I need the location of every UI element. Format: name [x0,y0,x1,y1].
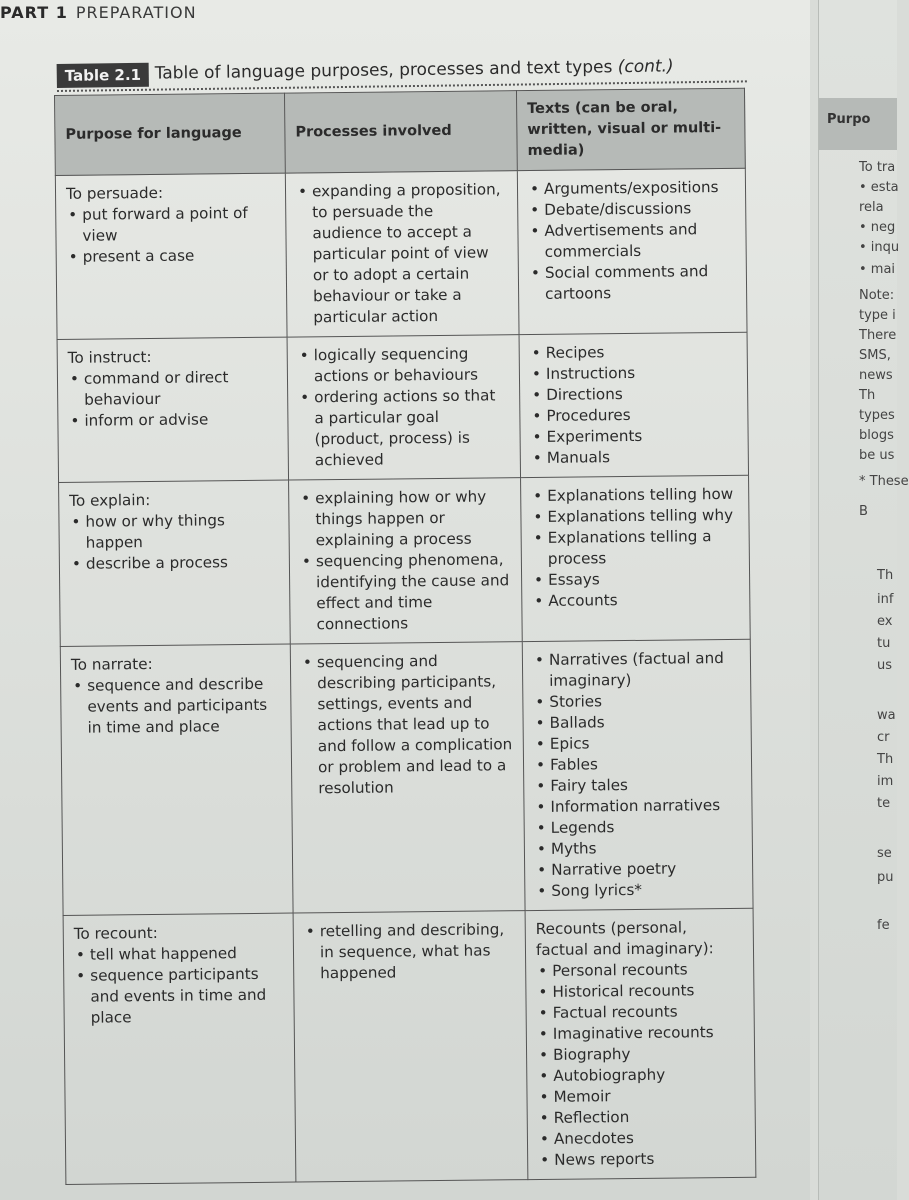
facing-page-line: tu [877,636,891,651]
text-type-item: • Explanations telling why [531,505,738,528]
text-type-item: • Fables [534,753,741,776]
table-caption [57,52,747,92]
texts-intro: Recounts (personal, factual and imaginary): [535,918,714,959]
purpose-cell [63,913,296,1184]
text-type-item: • Manuals [531,446,738,469]
language-purposes-table [54,88,756,1185]
processes-cell [289,478,523,644]
part-label: PART 1 [0,3,68,22]
facing-page-line: • mai [859,262,896,277]
purpose-item: • put forward a point of view [66,203,275,247]
text-type-item: • Anecdotes [538,1127,745,1150]
facing-page-line: Th [859,388,876,403]
facing-page-line: type i [859,308,896,323]
process-item: • logically sequencing actions or behaviours [298,343,509,387]
table-row [59,475,751,646]
facing-page-line: us [877,658,893,673]
text-type-item: • Debate/discussions [528,198,735,221]
texts-list [531,484,739,612]
purpose-intro: To explain: [69,491,151,510]
process-item: • explaining how or why things happen or explaining a process [299,486,511,551]
purpose-list [66,203,276,268]
text-type-item: • Advertisements and commercials [528,219,735,263]
texts-list [530,341,738,469]
purpose-cell [59,480,291,646]
text-type-item: • Recipes [530,341,737,364]
purpose-cell [55,173,287,339]
text-type-item: • Epics [534,732,741,755]
text-type-item: • Fairy tales [534,774,741,797]
text-type-item: • Myths [535,837,742,860]
facing-page-line: To tra [859,160,896,175]
text-type-item: • Directions [530,383,737,406]
purpose-list [74,943,284,1029]
purpose-list [71,674,281,739]
facing-page-line: There [859,328,897,343]
running-head [0,3,197,22]
facing-page-table-header [819,98,897,150]
facing-page [818,0,909,1200]
process-item: • retelling and describing, in sequence, what has happened [304,919,516,984]
purpose-intro: To recount: [73,923,158,943]
texts-cell [517,168,747,334]
purpose-item: • sequence participants and events in time and place [74,964,284,1029]
table-title [155,56,674,83]
processes-list [299,486,512,635]
facing-page-line: rela [859,200,884,215]
purpose-item: • present a case [67,245,276,268]
processes-list [296,179,509,328]
facing-page-line: • esta [859,180,899,195]
purpose-intro: To persuade: [65,183,164,203]
texts-list [528,177,736,305]
text-type-item: • Experiments [531,425,738,448]
text-type-item: • Memoir [537,1085,744,1108]
process-item: • expanding a proposition, to persuade the audience to accept a particular point of view or to adopt a certain behaviour or take a particular action [296,179,509,328]
table-row [63,908,756,1184]
purpose-cell [57,337,288,482]
text-type-item: • Instructions [530,362,737,385]
processes-list [304,919,516,984]
text-type-item: • Explanations telling a process [532,526,739,570]
text-type-item: • Narrative poetry [535,858,742,881]
text-type-item: • Factual recounts [537,1001,744,1024]
text-type-item: • Reflection [538,1106,745,1129]
purpose-item: • how or why things happen [69,510,278,554]
texts-cell [525,908,756,1179]
facing-page-line: B [859,504,868,519]
facing-page-line: cr [877,730,890,745]
table-row [60,639,753,915]
texts-cell [522,639,753,910]
processes-list [298,343,510,471]
text-type-item: • Personal recounts [536,959,743,982]
purpose-list [69,510,279,575]
facing-page-line: ex [877,614,893,629]
purpose-item: • sequence and describe events and participants in time and place [71,674,281,739]
facing-page-header-text: Purpo [827,112,871,127]
purpose-intro: To instruct: [67,347,152,367]
text-type-item: • Information narratives [534,795,741,818]
process-item: • ordering actions so that a particular goal (product, process) is achieved [298,385,510,471]
process-item: • sequencing and describing participants, settings, events and actions that lead up to and follow a complication or problem and lead to a resolution [301,650,514,799]
facing-page-line: Th [877,568,894,583]
facing-page-line: types [859,408,895,423]
text-type-item: • Song lyrics* [535,879,742,902]
text-type-item: • Stories [533,690,740,713]
section-label: PREPARATION [75,3,197,22]
table-title-cont: (cont.) [617,56,674,78]
facing-page-line: te [877,796,891,811]
facing-page-line: blogs [859,428,894,443]
process-item: • sequencing phenomena, identifying the cause and effect and time connections [300,549,512,635]
text-type-item: • Social comments and cartoons [529,261,736,305]
facing-page-line: • neg [859,220,896,235]
text-type-item: • Imaginative recounts [537,1022,744,1045]
texts-list [533,648,743,902]
purpose-list [68,367,278,432]
text-type-item: • Procedures [530,404,737,427]
text-type-item: • Historical recounts [536,980,743,1003]
text-type-item: • Narratives (factual and imaginary) [533,648,740,692]
facing-page-line: fe [877,918,890,933]
facing-page-line: Note: [859,288,895,303]
table-row [57,332,748,482]
text-type-item: • Essays [532,568,739,591]
text-type-item: • Explanations telling how [531,484,738,507]
facing-page-line: SMS, [859,348,891,363]
header-processes: Processes involved [284,91,517,173]
purpose-item: • inform or advise [68,409,277,432]
facing-page-line: be us [859,448,895,463]
text-type-item: • Accounts [532,589,739,612]
facing-page-line: * These [859,474,909,489]
header-texts: Texts (can be oral, written, visual or multi-media) [516,88,745,170]
texts-list [536,959,745,1171]
processes-cell [293,911,528,1182]
processes-list [301,650,514,799]
facing-page-line: news [859,368,893,383]
purpose-item: • tell what happened [74,943,283,966]
purpose-item: • command or direct behaviour [68,367,277,411]
purpose-item: • describe a process [70,552,279,575]
facing-page-line: wa [877,708,896,723]
facing-page-line: se [877,846,892,861]
facing-page-line: Th [877,752,894,767]
facing-page-line: pu [877,870,894,885]
facing-page-line: inf [877,592,894,607]
text-type-item: • Autobiography [537,1064,744,1087]
processes-cell [287,335,520,480]
facing-page-line: • inqu [859,240,900,255]
texts-cell [519,332,748,477]
purpose-cell [60,644,293,915]
table-title-text: Table of language purposes, processes and text types [154,57,613,84]
facing-page-line: im [877,774,894,789]
table-header-row [55,88,746,175]
purpose-intro: To narrate: [70,654,153,674]
text-type-item: • Ballads [533,711,740,734]
text-type-item: • News reports [538,1148,745,1171]
processes-cell [285,171,519,337]
text-type-item: • Legends [535,816,742,839]
text-type-item: • Biography [537,1043,744,1066]
header-purpose: Purpose for language [55,93,286,175]
table-row [55,168,747,339]
table-number-badge: Table 2.1 [57,63,150,88]
texts-cell [521,475,751,641]
text-type-item: • Arguments/expositions [528,177,735,200]
processes-cell [290,642,525,913]
